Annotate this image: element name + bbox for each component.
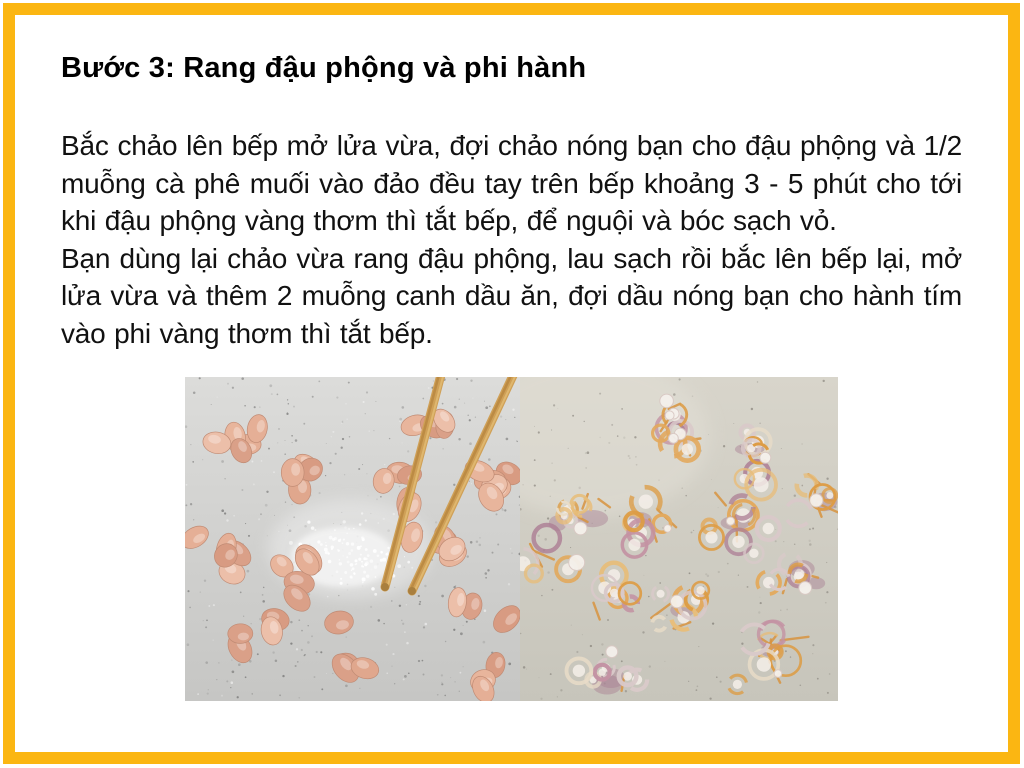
step-heading: Bước 3: Rang đậu phộng và phi hành (61, 52, 587, 84)
photo-roasting-peanuts (185, 377, 520, 701)
instruction-paragraph-1: Bắc chảo lên bếp mở lửa vừa, đợi chảo nóng bạn cho đậu phộng và 1/2 muỗng cà phê muối vào đảo đều tay trên bếp khoảng 3 - 5 phút cho tới khi đậu phộng vàng thơm thì tắt bếp, để nguội và bóc sạch vỏ. (61, 130, 962, 236)
photo-strip (61, 377, 962, 701)
instructions-block (61, 127, 962, 352)
photo-fried-shallots (520, 377, 838, 701)
page-border-frame (3, 3, 1020, 764)
recipe-step-content (15, 15, 1008, 701)
instruction-paragraph-2: Bạn dùng lại chảo vừa rang đậu phộng, lau sạch rồi bắc lên bếp lại, mở lửa vừa và thêm 2 muỗng canh dầu ăn, đợi dầu nóng bạn cho hành tím vào phi vàng thơm thì tắt bếp. (61, 242, 962, 349)
